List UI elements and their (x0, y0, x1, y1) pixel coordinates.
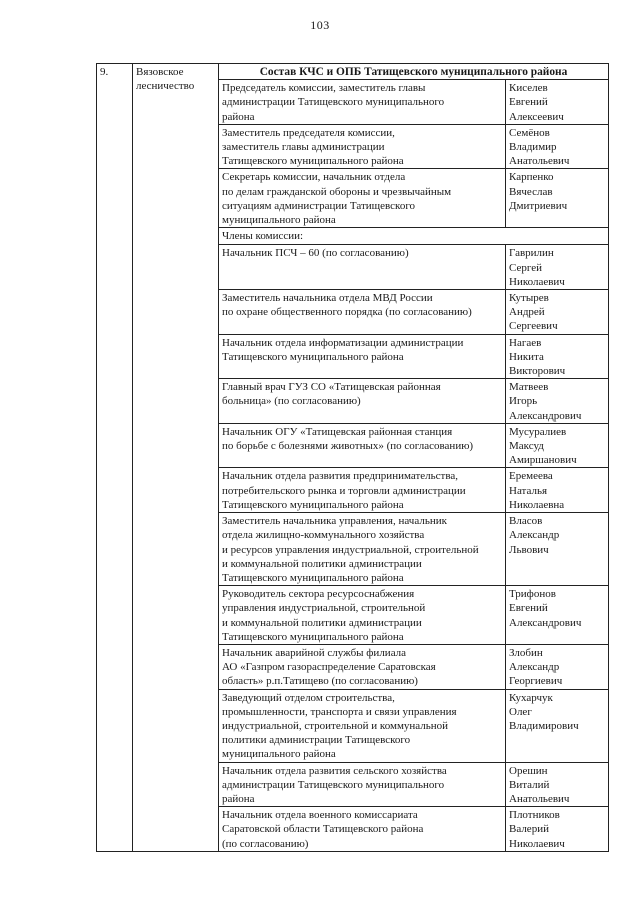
person-name-cell-line: Анатольевич (509, 792, 570, 805)
position-cell (219, 423, 506, 468)
position-cell-line: Начальник отдела развития сельского хозяйства (222, 764, 447, 777)
row-number: 9. (97, 64, 133, 852)
position-cell-line: область» р.п.Татищево (по согласованию) (222, 675, 418, 688)
position-cell-line: муниципального района (222, 748, 336, 761)
person-name-cell (506, 644, 609, 689)
person-name-cell (506, 689, 609, 762)
position-cell-line: Руководитель сектора ресурсоснабжения (222, 588, 415, 601)
person-name-cell-line: Андрей (509, 306, 545, 319)
position-cell (219, 80, 506, 125)
person-name-cell (506, 124, 609, 169)
position-cell-line: района (222, 792, 255, 805)
person-name-cell-line: Максуд (509, 440, 544, 453)
person-name-cell-line: Злобин (509, 646, 543, 659)
person-name-cell-line: Семёнов (509, 126, 550, 139)
person-name-cell-line: Евгений (509, 96, 548, 109)
position-cell-line: и ресурсов управления индустриальной, строительной (222, 543, 479, 556)
person-name-cell-line: Николаевна (509, 498, 565, 511)
position-cell-line: Начальник отдела развития предпринимательства, (222, 470, 459, 483)
position-cell-line: потребительского рынка и торговли администрации (222, 484, 466, 497)
position-cell-line: администрации Татищевского муниципального (222, 96, 445, 109)
person-name-cell-line: Алексеевич (509, 110, 564, 123)
person-name-cell-line: Александрович (509, 616, 582, 629)
position-cell-line: администрации Татищевского муниципального (222, 778, 445, 791)
person-name-cell-line: Валерий (509, 823, 549, 836)
position-cell-line: Заместитель начальника управления, начальник (222, 515, 447, 528)
person-name-cell-line: Владимир (509, 141, 557, 154)
position-cell (219, 379, 506, 424)
person-name-cell (506, 80, 609, 125)
person-name-cell-line: Александрович (509, 409, 582, 422)
person-name-cell-line: Власов (509, 515, 543, 528)
position-cell-line: отдела жилищно-коммунального хозяйства (222, 529, 425, 542)
position-cell-line: Начальник аварийной службы филиала (222, 646, 407, 659)
person-name-cell-line: Кутырев (509, 292, 549, 305)
position-cell-line: индустриальной, строительной и коммунальной (222, 719, 449, 732)
person-name-cell (506, 762, 609, 807)
person-name-cell-line: Николаевич (509, 837, 565, 850)
position-cell-line: промышленности, транспорта и связи управления (222, 705, 457, 718)
person-name-cell-line: Владимирович (509, 719, 579, 732)
position-cell (219, 169, 506, 228)
person-name-cell-line: Наталья (509, 484, 548, 497)
place-line: Вязовское (136, 66, 184, 78)
position-cell-line: Татищевского муниципального района (222, 630, 404, 643)
position-cell-line: Татищевского муниципального района (222, 498, 404, 511)
position-cell-line: больница» (по согласованию) (222, 395, 361, 408)
position-cell-line: Заместитель председателя комиссии, (222, 126, 395, 139)
position-cell-line: по борьбе с болезнями животных» (по согласованию) (222, 440, 474, 453)
person-name-cell-line: Дмитриевич (509, 199, 568, 212)
person-name-cell-line: Львович (509, 543, 549, 556)
position-cell-line: района (222, 110, 255, 123)
position-cell-line: Начальник отдела военного комиссариата (222, 809, 418, 822)
position-cell-line: управления индустриальной, строительной (222, 602, 426, 615)
person-name-cell-line: Нагаев (509, 336, 542, 349)
page-number: 103 (310, 18, 330, 32)
commission-table (96, 63, 609, 852)
position-cell-line: Татищевского муниципального района (222, 571, 404, 584)
position-cell-line: Заведующий отделом строительства, (222, 691, 395, 704)
person-name-cell-line: Александр (509, 661, 560, 674)
person-name-cell-line: Сергей (509, 261, 542, 274)
position-cell (219, 644, 506, 689)
position-cell-line: ситуациям администрации Татищевского (222, 199, 416, 212)
person-name-cell-line: Амиршанович (509, 454, 577, 467)
person-name-cell-line: Игорь (509, 395, 538, 408)
position-cell-line: и коммунальной политики администрации (222, 616, 422, 629)
position-cell-line: Татищевского муниципального района (222, 155, 404, 168)
position-cell (219, 290, 506, 335)
person-name-cell-line: Еремеева (509, 470, 553, 483)
person-name-cell (506, 334, 609, 379)
person-name-cell-line: Александр (509, 529, 560, 542)
place-cell (133, 64, 219, 852)
position-cell-line: Главный врач ГУЗ СО «Татищевская районная (222, 381, 441, 394)
person-name-cell-line: Орешин (509, 764, 548, 777)
position-cell (219, 334, 506, 379)
position-cell (219, 245, 506, 290)
person-name-cell-line: Николаевич (509, 275, 565, 288)
place-line: лесничество (136, 80, 195, 93)
members-heading: Члены комиссии: (219, 228, 609, 245)
person-name-cell-line: Плотников (509, 809, 560, 822)
position-cell-line: муниципального района (222, 214, 336, 227)
table-title: Состав КЧС и ОПБ Татищевского муниципального района (219, 64, 609, 80)
person-name-cell (506, 586, 609, 645)
position-cell-line: по делам гражданской обороны и чрезвычайным (222, 185, 452, 198)
person-name-cell-line: Кухарчук (509, 691, 553, 704)
person-name-cell (506, 290, 609, 335)
person-name-cell-line: Трифонов (509, 588, 556, 601)
person-name-cell-line: Киселев (509, 82, 548, 95)
person-name-cell (506, 468, 609, 513)
position-cell-line: Саратовской области Татищевского района (222, 823, 424, 836)
position-cell-line: Секретарь комиссии, начальник отдела (222, 171, 406, 184)
person-name-cell-line: Георгиевич (509, 675, 563, 688)
person-name-cell-line: Олег (509, 705, 532, 718)
position-cell-line: Начальник ОГУ «Татищевская районная станция (222, 425, 453, 438)
position-cell (219, 124, 506, 169)
person-name-cell (506, 807, 609, 852)
position-cell-line: Татищевского муниципального района (222, 350, 404, 363)
position-cell (219, 513, 506, 586)
position-cell (219, 807, 506, 852)
position-cell (219, 468, 506, 513)
position-cell-line: Заместитель начальника отдела МВД России (222, 292, 433, 305)
person-name-cell-line: Гаврилин (509, 247, 554, 260)
position-cell-line: АО «Газпром газораспределение Саратовская (222, 661, 436, 674)
position-cell-line: по охране общественного порядка (по согласованию) (222, 306, 472, 319)
position-cell-line: и коммунальной политики администрации (222, 557, 422, 570)
position-cell (219, 762, 506, 807)
person-name-cell-line: Карпенко (509, 171, 554, 184)
person-name-cell-line: Вячеслав (509, 185, 553, 198)
person-name-cell-line: Викторович (509, 365, 566, 378)
person-name-cell (506, 245, 609, 290)
title-row (97, 64, 609, 80)
person-name-cell (506, 513, 609, 586)
person-name-cell-line: Сергеевич (509, 320, 558, 333)
person-name-cell-line: Виталий (509, 778, 550, 791)
person-name-cell-line: Мусуралиев (509, 425, 567, 438)
position-cell-line: (по согласованию) (222, 837, 309, 850)
person-name-cell (506, 169, 609, 228)
position-cell-line: Начальник отдела информатизации администрации (222, 336, 464, 349)
person-name-cell (506, 379, 609, 424)
position-cell (219, 689, 506, 762)
person-name-cell (506, 423, 609, 468)
person-name-cell-line: Матвеев (509, 381, 549, 394)
person-name-cell-line: Евгений (509, 602, 548, 615)
position-cell-line: Начальник ПСЧ – 60 (по согласованию) (222, 247, 409, 260)
position-cell-line: политики администрации Татищевского (222, 734, 411, 747)
position-cell-line: Председатель комиссии, заместитель главы (222, 82, 426, 95)
position-cell (219, 586, 506, 645)
person-name-cell-line: Анатольевич (509, 155, 570, 168)
position-cell-line: заместитель главы администрации (222, 141, 385, 154)
person-name-cell-line: Никита (509, 350, 544, 363)
